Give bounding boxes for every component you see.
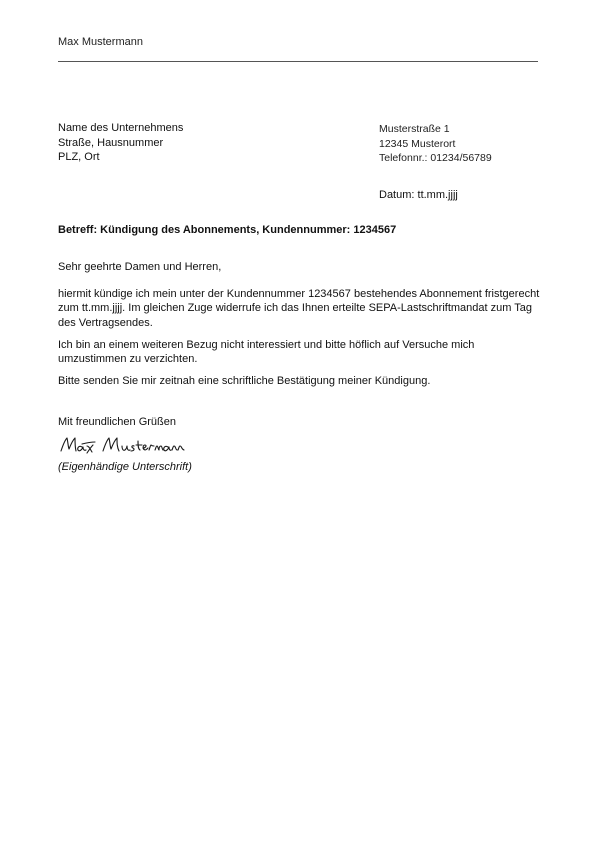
salutation: Sehr geehrte Damen und Herren, bbox=[58, 261, 222, 273]
recipient-line: PLZ, Ort bbox=[58, 151, 100, 163]
paragraph-line: zum tt.mm.jjjj. Im gleichen Zuge widerrufe ich das Ihnen erteilte SEPA-Lastschriftmandat zum Tag bbox=[58, 302, 533, 314]
paragraph-cancellation bbox=[58, 287, 558, 331]
sender-line: Musterstraße 1 bbox=[379, 123, 450, 135]
header-sender-name: Max Mustermann bbox=[58, 36, 143, 48]
recipient-line: Straße, Hausnummer bbox=[58, 136, 164, 149]
sender-line: Telefonnr.: 01234/56789 bbox=[379, 152, 492, 164]
letter-date: Datum: tt.mm.jjjj bbox=[379, 189, 458, 201]
handwritten-signature bbox=[58, 433, 198, 459]
signature-caption: (Eigenhändige Unterschrift) bbox=[58, 461, 192, 473]
sender-line: 12345 Musterort bbox=[379, 137, 456, 150]
recipient-line: Name des Unternehmens bbox=[58, 122, 184, 134]
paragraph-line: Ich bin an einem weiteren Bezug nicht interessiert und bitte höflich auf Versuche mich bbox=[58, 338, 475, 351]
sender-address bbox=[379, 122, 492, 166]
paragraph-confirmation: Bitte senden Sie mir zeitnah eine schriftliche Bestätigung meiner Kündigung. bbox=[58, 375, 431, 387]
paragraph-line: umzustimmen zu verzichten. bbox=[58, 353, 198, 365]
paragraph-line: hiermit kündige ich mein unter der Kundennummer 1234567 bestehendes Abonnement fristgerecht bbox=[58, 287, 540, 300]
letter-body bbox=[58, 260, 558, 396]
paragraph-no-interest bbox=[58, 338, 558, 367]
letter-subject: Betreff: Kündigung des Abonnements, Kundennummer: 1234567 bbox=[58, 224, 397, 236]
closing-phrase: Mit freundlichen Grüßen bbox=[58, 416, 176, 428]
paragraph-line: des Vertragsendes. bbox=[58, 316, 153, 329]
recipient-address bbox=[58, 121, 183, 165]
header-divider bbox=[58, 61, 538, 62]
